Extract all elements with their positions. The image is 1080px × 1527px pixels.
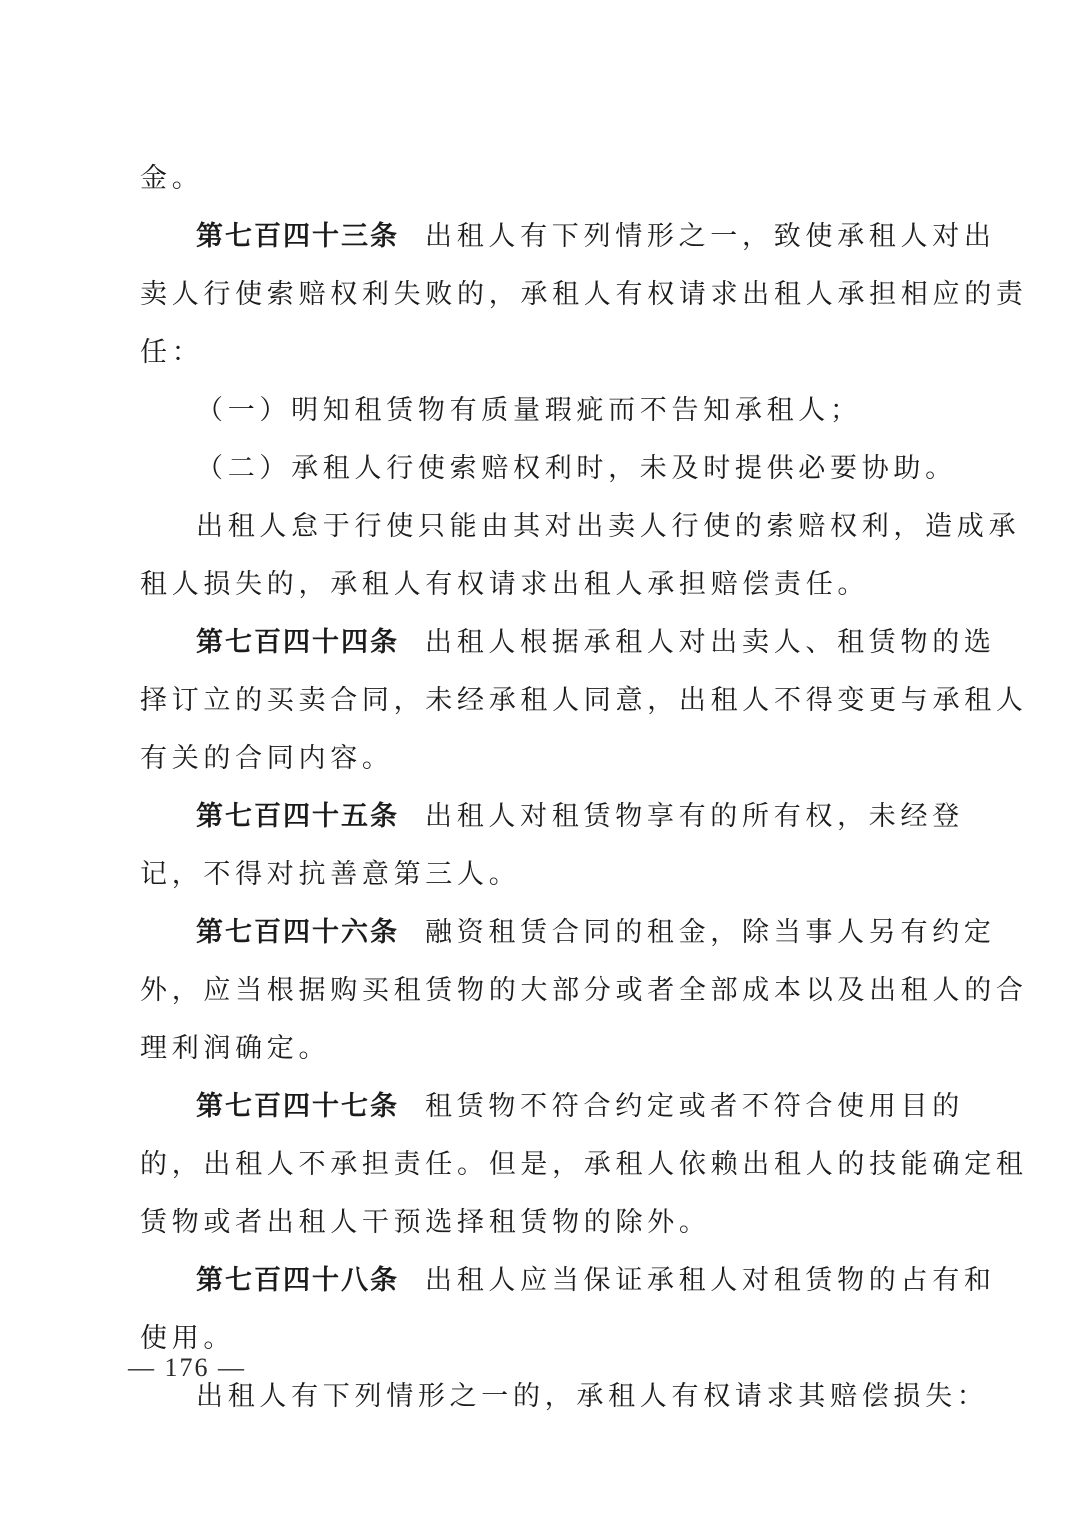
article-748-text-1: 出租人应当保证承租人对租赁物的占有和 [425,1265,996,1296]
article-744-text-1: 出租人根据承租人对出卖人、租赁物的选 [425,627,996,658]
article-743-text-1: 出租人有下列情形之一，致使承租人对出 [425,221,996,252]
article-748-line-2: 使用。 [140,1323,236,1354]
article-745-text-1: 出租人对租赁物享有的所有权，未经登 [425,801,964,832]
article-746-heading: 第七百四十六条 [196,917,399,948]
article-743-heading: 第七百四十三条 [196,221,399,252]
article-746-line-1 [140,904,996,962]
article-747-line-2: 的，出租人不承担责任。但是，承租人依赖出租人的技能确定租 [140,1149,1028,1180]
continued-text: 金。 [140,163,204,194]
article-748-paragraph-line-1: 出租人有下列情形之一的，承租人有权请求其赔偿损失： [196,1381,989,1412]
article-747-line-3: 赁物或者出租人干预选择租赁物的除外。 [140,1207,711,1238]
page-number: — 176 — [128,1353,246,1382]
article-744-line-1 [140,614,996,672]
article-743-paragraph-line-1: 出租人怠于行使只能由其对出卖人行使的索赔权利，造成承 [196,511,1021,542]
article-744-heading: 第七百四十四条 [196,627,399,658]
document-page [140,150,1028,1426]
article-747-text-1: 租赁物不符合约定或者不符合使用目的 [425,1091,964,1122]
article-746-line-3: 理利润确定。 [140,1033,331,1064]
article-746-text-1: 融资租赁合同的租金，除当事人另有约定 [425,917,996,948]
article-743-line-3: 任： [140,337,204,368]
article-745-line-2: 记，不得对抗善意第三人。 [140,859,521,890]
article-743-line-1 [140,208,996,266]
article-748-heading: 第七百四十八条 [196,1265,399,1296]
article-743-line-2: 卖人行使索赔权利失败的，承租人有权请求出租人承担相应的责 [140,279,1028,310]
article-745-heading: 第七百四十五条 [196,801,399,832]
article-744-line-3: 有关的合同内容。 [140,743,394,774]
article-745-line-1 [140,788,964,846]
article-743-item-2: （二）承租人行使索赔权利时，未及时提供必要协助。 [196,453,957,484]
article-747-line-1 [140,1078,964,1136]
article-743-paragraph-line-2: 租人损失的，承租人有权请求出租人承担赔偿责任。 [140,569,870,600]
article-744-line-2: 择订立的买卖合同，未经承租人同意，出租人不得变更与承租人 [140,685,1028,716]
article-746-line-2: 外，应当根据购买租赁物的大部分或者全部成本以及出租人的合 [140,975,1028,1006]
article-747-heading: 第七百四十七条 [196,1091,399,1122]
article-743-item-1: （一）明知租赁物有质量瑕疵而不告知承租人； [196,395,862,426]
article-748-line-1 [140,1252,996,1310]
